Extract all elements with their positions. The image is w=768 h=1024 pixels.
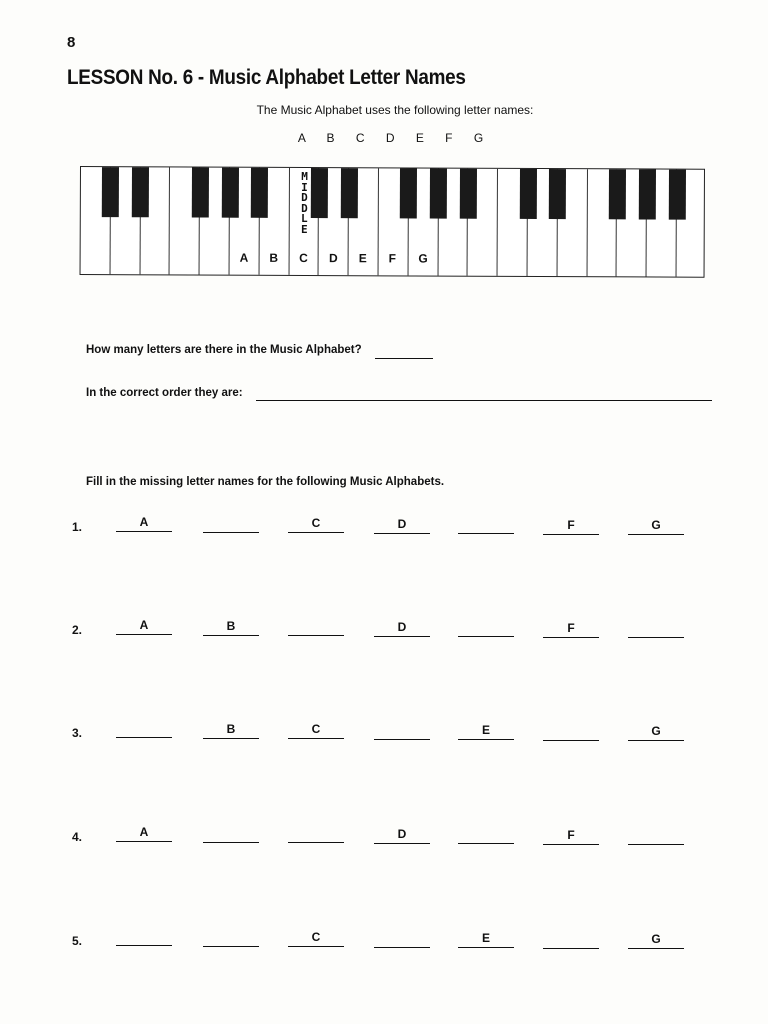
black-key [549, 169, 566, 219]
blank-letter: G [651, 724, 661, 738]
black-key [221, 168, 238, 218]
answer-blank[interactable] [374, 723, 430, 740]
key-label-f: F [388, 251, 396, 266]
black-key [132, 167, 149, 217]
given-letter [288, 516, 344, 533]
answer-blank[interactable] [116, 721, 172, 738]
black-key [311, 168, 328, 218]
instructions-text: Fill in the missing letter names for the following Music Alphabets. [86, 476, 445, 488]
exercise-number: 4. [72, 830, 83, 844]
answer-blank[interactable] [203, 516, 259, 533]
answer-blank[interactable] [288, 826, 344, 843]
answer-blank[interactable] [543, 724, 599, 741]
black-key [460, 169, 477, 219]
answer-blank[interactable] [374, 931, 430, 948]
key-label-d: D [328, 251, 338, 266]
blank-letter: A [139, 618, 149, 632]
answer-blank[interactable] [628, 828, 684, 845]
given-letter [628, 724, 684, 741]
intro-text: The Music Alphabet uses the following letter names: [256, 103, 534, 117]
given-letter [374, 620, 430, 637]
answer-line-how-many[interactable] [375, 358, 433, 359]
blank-letter: E [481, 723, 490, 737]
given-letter [203, 619, 259, 636]
blank-letter: G [651, 932, 661, 946]
blank-letter: B [226, 721, 236, 736]
question-order: In the correct order they are: [86, 387, 243, 399]
given-letter [116, 515, 172, 532]
black-key [668, 170, 685, 220]
exercise-number: 5. [72, 934, 83, 948]
black-key [609, 169, 626, 219]
black-key [400, 168, 417, 218]
answer-blank[interactable] [288, 619, 344, 636]
blank-letter: F [567, 620, 575, 635]
exercise-number: 1. [72, 520, 83, 534]
blank-letter: F [567, 517, 575, 532]
given-letter [628, 932, 684, 949]
given-letter [116, 825, 172, 842]
given-letter [628, 518, 684, 535]
given-letter [203, 722, 259, 739]
black-key [102, 167, 119, 217]
key-label-c: C [299, 250, 308, 265]
given-letter [543, 828, 599, 845]
answer-blank[interactable] [116, 929, 172, 946]
black-key [638, 169, 655, 219]
key-label-b: B [269, 250, 279, 265]
exercise-number: 2. [72, 623, 83, 637]
answer-blank[interactable] [458, 620, 514, 637]
blank-letter: A [139, 515, 149, 529]
given-letter [543, 621, 599, 638]
piano-keyboard [80, 166, 705, 278]
blank-letter: E [481, 931, 490, 945]
black-key [430, 169, 447, 219]
black-key [340, 168, 357, 218]
answer-blank[interactable] [458, 827, 514, 844]
given-letter [374, 517, 430, 534]
answer-blank[interactable] [458, 517, 514, 534]
given-letter [374, 827, 430, 844]
exercise-number: 3. [72, 726, 83, 740]
blank-letter: D [397, 516, 407, 531]
blank-letter: C [311, 516, 321, 530]
given-letter [458, 931, 514, 948]
middle-c-label: M I D D L E [300, 169, 308, 236]
blank-letter: D [397, 619, 407, 634]
key-label-e: E [358, 251, 367, 266]
page-number: 8 [67, 34, 76, 51]
given-letter [288, 930, 344, 947]
black-key [191, 167, 208, 217]
given-letter [288, 722, 344, 739]
answer-blank[interactable] [628, 621, 684, 638]
blank-letter: B [226, 618, 236, 633]
alphabet-display: A B C D E F G [297, 131, 493, 145]
black-key [519, 169, 536, 219]
key-label-g: G [418, 251, 428, 266]
answer-line-order[interactable] [256, 400, 712, 401]
key-label-a: A [239, 250, 249, 265]
answer-blank[interactable] [543, 932, 599, 949]
blank-letter: F [567, 827, 575, 842]
black-key [251, 168, 268, 218]
blank-letter: A [139, 825, 149, 839]
blank-letter: D [397, 826, 407, 841]
given-letter [116, 618, 172, 635]
question-how-many: How many letters are there in the Music Alphabet? [86, 344, 362, 356]
given-letter [458, 723, 514, 740]
given-letter [543, 518, 599, 535]
blank-letter: C [311, 930, 321, 944]
answer-blank[interactable] [203, 826, 259, 843]
page-title: LESSON No. 6 - Music Alphabet Letter Names [67, 66, 466, 89]
answer-blank[interactable] [203, 930, 259, 947]
blank-letter: C [311, 722, 321, 736]
blank-letter: G [651, 518, 661, 532]
